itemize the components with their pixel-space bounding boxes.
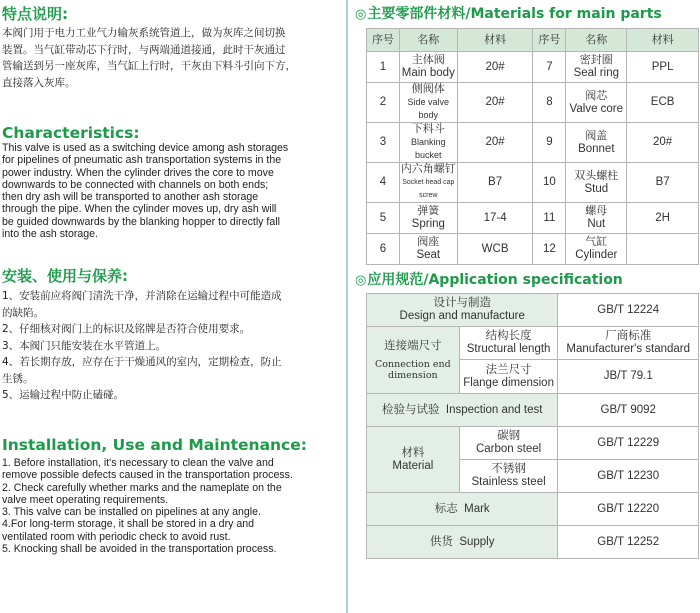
part-no: 8 — [533, 83, 566, 123]
table-row — [367, 526, 699, 559]
features-text: 本阀门用于电力工业气力输灰系统管道上，做为灰库之间切换 装置。当气缸带动芯下行时，与两端通道接通，此时干灰通过 管输送到另一座灰库，当气缸上行时，干灰由下料斗引向下方， 直接落入灰库。 — [2, 27, 296, 89]
part-no: 2 — [367, 83, 400, 123]
part-name: 阀芯 Valve core — [566, 83, 627, 123]
part-material: WCB — [457, 234, 533, 265]
carbon-std: GB/T 12229 — [558, 427, 699, 460]
part-name: 阀盖 Bonnet — [566, 123, 627, 163]
part-material: 20# — [457, 123, 533, 163]
table-row — [367, 493, 699, 526]
install-cn-text: 1、安装前应将阀门清洗干净，并消除在运输过程中可能造成 的缺陷。 2、仔细核对阀门上的标识及铭牌是否符合使用要求。 3、本阀门只能安装在水平管道上。 4、若长期存放，应存在于干燥通风的室内，定期检查，防止 生锈。 5、运输过程中防止磕碰。 — [2, 290, 282, 401]
mark-label: 标志 Mark — [367, 493, 558, 526]
material-label: 材料 Material — [367, 427, 460, 493]
design-label: 设计与制造 Design and manufacture — [367, 294, 558, 327]
part-material — [627, 234, 699, 265]
part-material: 20# — [457, 52, 533, 83]
table-row — [367, 294, 699, 327]
circle-mark-icon: ◎ — [355, 273, 367, 288]
install-cn-title: 安装、使用与保养: — [2, 267, 128, 285]
part-material: B7 — [627, 163, 699, 203]
part-material: 20# — [627, 123, 699, 163]
features-title: 特点说明: — [2, 5, 68, 23]
right-column — [355, 0, 700, 613]
part-no: 7 — [533, 52, 566, 83]
table-row — [367, 203, 699, 234]
stainless-std: GB/T 12230 — [558, 460, 699, 493]
header-no: 序号 — [367, 29, 400, 52]
part-name: 螺母 Nut — [566, 203, 627, 234]
part-no: 10 — [533, 163, 566, 203]
part-name: 双头螺柱 Stud — [566, 163, 627, 203]
connection-label: 连接端尺寸 Connection end dimension — [367, 327, 460, 394]
part-material: 2H — [627, 203, 699, 234]
part-no: 1 — [367, 52, 400, 83]
part-no: 3 — [367, 123, 400, 163]
mark-std: GB/T 12220 — [558, 493, 699, 526]
table-row — [367, 163, 699, 203]
part-material: ECB — [627, 83, 699, 123]
part-no: 9 — [533, 123, 566, 163]
part-name: 密封圈 Seal ring — [566, 52, 627, 83]
supply-label: 供货 Supply — [367, 526, 558, 559]
table-row — [367, 52, 699, 83]
part-material: B7 — [457, 163, 533, 203]
stainless-label: 不锈钢 Stainless steel — [459, 460, 558, 493]
part-name: 下料斗 Blanking bucket — [399, 123, 457, 163]
part-name: 内六角螺钉 Socket head cap screw — [399, 163, 457, 203]
header-material: 材料 — [457, 29, 533, 52]
install-en-title: Installation, Use and Maintenance: — [2, 436, 307, 454]
characteristics-title: Characteristics: — [2, 124, 140, 142]
table-row — [367, 234, 699, 265]
header-no: 序号 — [533, 29, 566, 52]
part-no: 5 — [367, 203, 400, 234]
supply-std: GB/T 12252 — [558, 526, 699, 559]
part-name: 侧阀体 Side valve body — [399, 83, 457, 123]
inspection-std: GB/T 9092 — [558, 394, 699, 427]
part-name: 主体阀 Main body — [399, 52, 457, 83]
part-name: 气缸 Cylinder — [566, 234, 627, 265]
inspection-label: 检验与试验 Inspection and test — [367, 394, 558, 427]
header-material: 材料 — [627, 29, 699, 52]
header-name: 名称 — [399, 29, 457, 52]
part-no: 4 — [367, 163, 400, 203]
table-row — [367, 427, 699, 460]
part-name: 弹簧 Spring — [399, 203, 457, 234]
part-material: 17-4 — [457, 203, 533, 234]
table-row — [367, 123, 699, 163]
part-name: 阀座 Seat — [399, 234, 457, 265]
flange-label: 法兰尺寸 Flange dimension — [459, 360, 558, 394]
column-divider — [346, 0, 348, 613]
flange-std: JB/T 79.1 — [558, 360, 699, 394]
characteristics-text: This valve is used as a switching device among ash storages for pipelines of pneumatic ash transportation systems in the power industry. When the cylinder drives the core to move downwards to be connected with channels on both ends; then dry ash will be transported to another ash storage through the pipe. When the cylinder moves up, dry ash will be guided downwards by the blanking hopper to directly fall into the ash storage. — [2, 142, 289, 241]
parts-header-row — [367, 29, 699, 52]
part-no: 12 — [533, 234, 566, 265]
left-column — [0, 0, 343, 613]
part-material: PPL — [627, 52, 699, 83]
design-std: GB/T 12224 — [558, 294, 699, 327]
structural-std: 厂商标准 Manufacturer's standard — [558, 327, 699, 360]
header-name: 名称 — [566, 29, 627, 52]
spec-title: ◎应用规范/Application specification — [355, 272, 623, 288]
table-row — [367, 394, 699, 427]
part-no: 6 — [367, 234, 400, 265]
install-en-text: 1. Before installation, it's necessary to clean the valve and remove possible defects caused in the transportation process. 2. Check carefully whether marks and the nameplate on the valve meet operating requirements. 3. This valve can be installed on pipelines at any angle. 4.For long-term storage, it shall be stored in a dry and ventilated room with periodic check to avoid rust. 5. Knocking shall be avoided in the transportation process. — [2, 457, 293, 556]
table-row — [367, 327, 699, 360]
part-no: 11 — [533, 203, 566, 234]
table-row — [367, 83, 699, 123]
carbon-label: 碳钢 Carbon steel — [459, 427, 558, 460]
parts-table — [366, 28, 699, 265]
parts-title: ◎主要零部件材料/Materials for main parts — [355, 6, 662, 22]
spec-table — [366, 293, 699, 559]
circle-mark-icon: ◎ — [355, 7, 367, 22]
structural-label: 结构长度 Structural length — [459, 327, 558, 360]
part-material: 20# — [457, 83, 533, 123]
